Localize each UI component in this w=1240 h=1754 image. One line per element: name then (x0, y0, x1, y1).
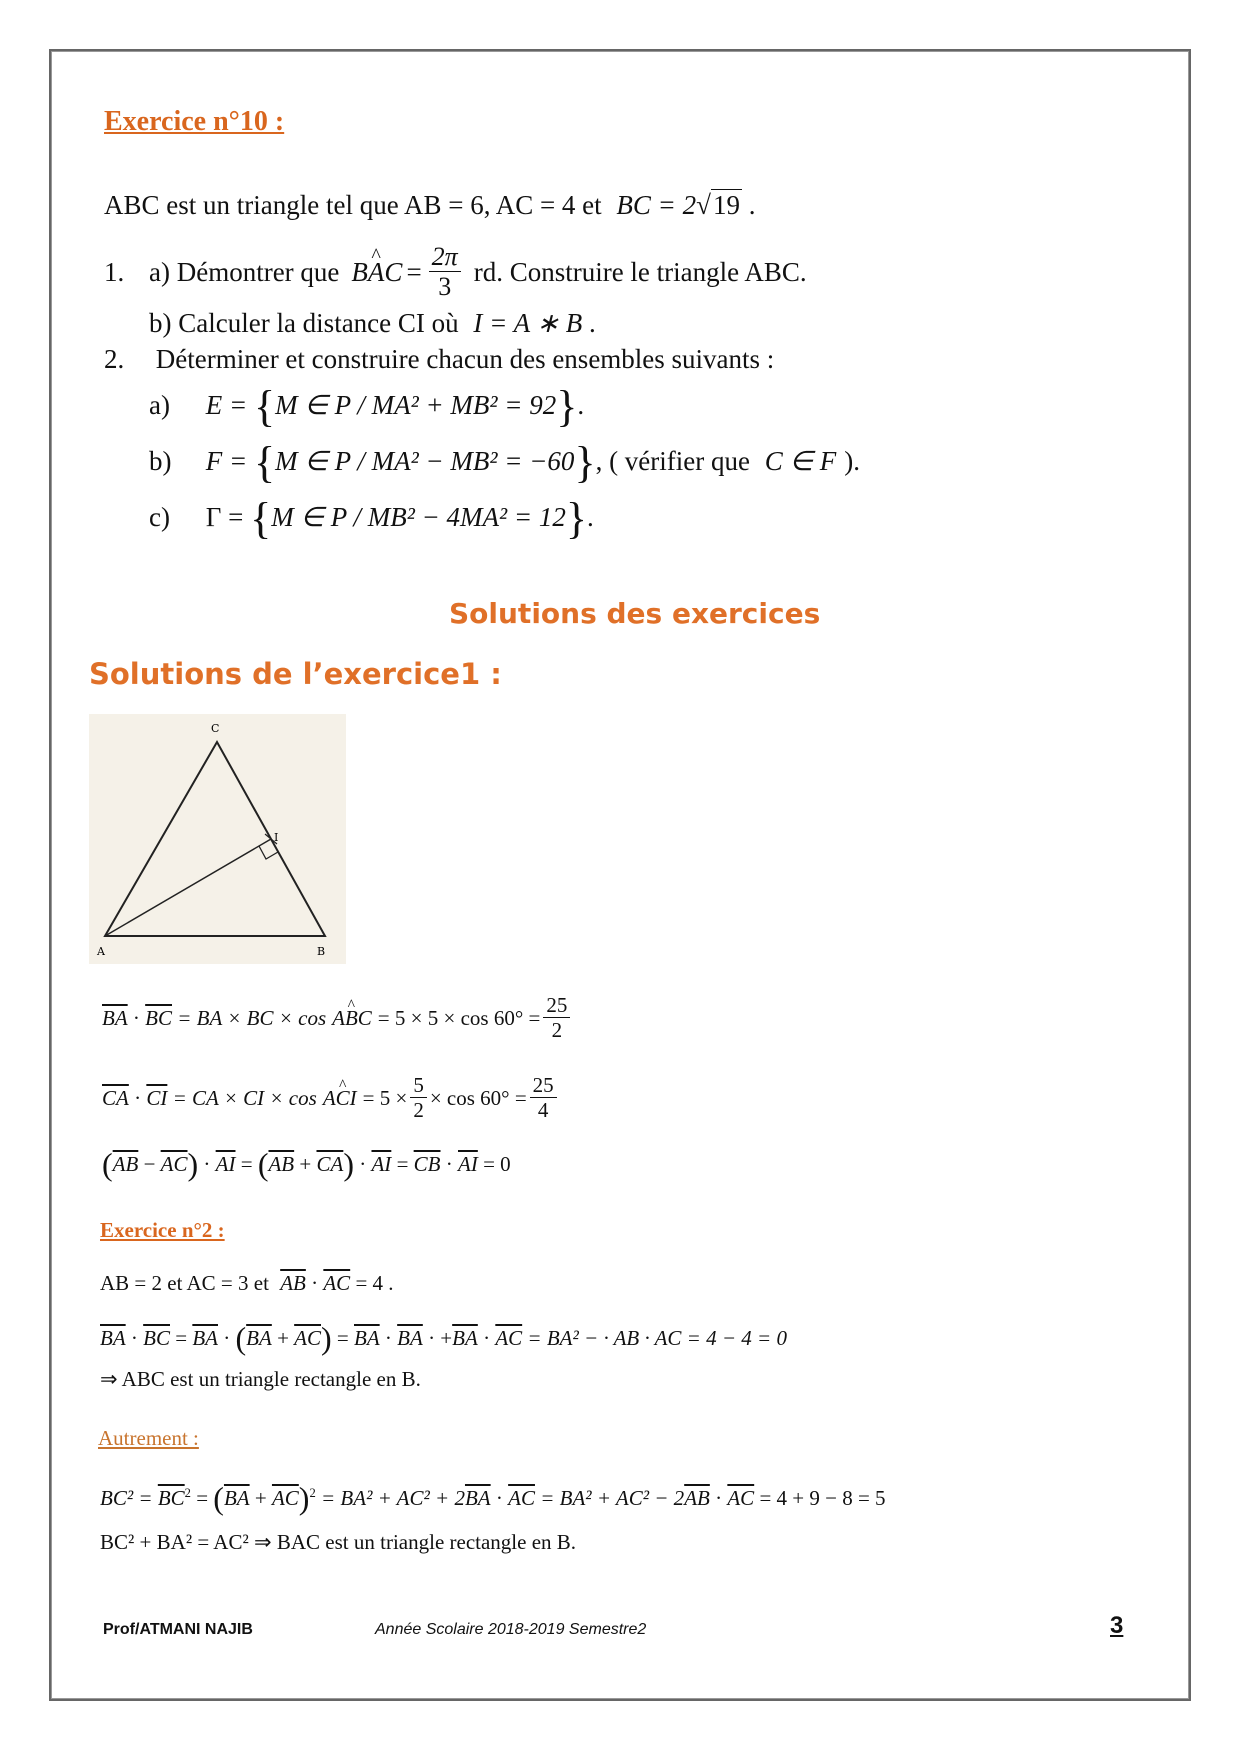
q2b-set: F = (205, 446, 254, 476)
sol1-eq2-num: 25 (530, 1075, 557, 1098)
ex2-given-text: AB = 2 et AC = 3 et (100, 1271, 269, 1295)
q2b-check-pre: , ( vérifier que (595, 446, 750, 476)
q2a-body: M ∈ P / MA² + MB² = 92 (275, 390, 557, 420)
sol1-eq2-den: 4 (537, 1098, 549, 1122)
sol1-eq1-right: = 5 × 5 × cos 60° = (377, 1005, 541, 1030)
sol1-eq2-left: = CA × CI × cos (172, 1085, 317, 1110)
sol1-eq1-den: 2 (551, 1018, 563, 1042)
median-ai (105, 839, 271, 936)
ex2-eq2-end: = 4 + 9 − 8 = 5 (759, 1486, 886, 1510)
sol1-eq2-fnum: 5 (410, 1075, 427, 1098)
q2b-label: b) (149, 446, 172, 476)
q2c-label: c) (149, 502, 170, 532)
q2b-check-math: C ∈ F (764, 446, 837, 476)
q2b-check-post: ). (844, 446, 861, 476)
sol1-eq1-left: = BA × BC × cos (177, 1005, 327, 1030)
sol1-eq2-right: × cos 60° = (429, 1085, 527, 1110)
ex2-given-end: = 4 . (355, 1271, 394, 1295)
label-c: C (211, 722, 220, 735)
footer-author: Prof/ATMANI NAJIB (103, 1621, 253, 1638)
q2c-set: Γ = (205, 502, 251, 532)
solutions-exercise1-heading: Solutions de l’exercice1 : (89, 657, 502, 691)
sol1-eq2-mid: = 5 × (362, 1085, 408, 1110)
q2c-body: M ∈ P / MB² − 4MA² = 12 (271, 502, 566, 532)
solutions-heading: Solutions des exercices (449, 597, 821, 630)
question-1a: 1. a) Démontrer que B^ AC = $\frac{2\pi}{3}$ rd. Construire le triangle ABC. (104, 236, 807, 308)
question-2c: c) Γ = {M ∈ P / MB² − 4MA² = 12}. (149, 494, 594, 543)
sol1-eq3-end: = 0 (483, 1152, 511, 1176)
q2b-body: M ∈ P / MA² − MB² = −60 (275, 446, 575, 476)
sol1-equation-2: $\overline{CA}$ · $\overline{CI}$ = CA × CI × cos A^ CI = 5 × $\frac{5}{2}$ × cos 60° = $\frac{25}{4}$ (102, 1070, 560, 1126)
intro-text: ABC est un triangle tel que AB = 6, AC = 4 et (104, 190, 602, 220)
label-b: B (317, 945, 326, 958)
question-2b: b) F = {M ∈ P / MA² − MB² = −60}, ( vérifier que C ∈ F ). (149, 438, 861, 487)
exercise2-title: Exercice n°2 : (100, 1218, 225, 1242)
question-2 (104, 344, 774, 375)
sol1-equation-3: $(\overline{AB} - \overline{AC}) \cdot \overline{AI} = (\overline{AB} + \overline{CA}) \cdot \overline{AI} = \overline{CB} \cdot \overline{AI} = 0$ (102, 1146, 511, 1182)
q1a-frac-den: 3 (438, 272, 452, 301)
ex2-eq2-mid1: = BA² + AC² + 2 (321, 1486, 465, 1510)
exercise2-conclusion: ⇒ ABC est un triangle rectangle en B. (100, 1367, 421, 1391)
ex2-eq2-mid2: = BA² + AC² − 2 (540, 1486, 685, 1510)
ex2-eq2-left: BC² = (100, 1486, 153, 1510)
q2a-label: a) (149, 390, 170, 420)
triangle-figure (89, 714, 346, 964)
sol1-eq1-num: 25 (543, 995, 570, 1018)
exercise10-title: Exercice n°10 : (104, 106, 285, 137)
question-2a: a) E = {M ∈ P / MA² + MB² = 92}. (149, 382, 585, 431)
intro-bc-root: 19 (712, 190, 740, 220)
intro-bc: BC = 2 (616, 190, 697, 220)
triangle-abc (105, 742, 325, 936)
ex2-eq1-end: = BA² − · AB · AC = 4 − 4 = 0 (527, 1326, 787, 1350)
exercise2-alt-title: Autrement : (98, 1426, 199, 1450)
page-number: 3 (1110, 1612, 1124, 1639)
exercise2-equation-2: $BC^2 = \overline{BC}^2 = (\overline{BA} + \overline{AC})^2 = BA^2 + AC^2 + 2\overline{BA} \cdot \overline{AC} = BA^2 + AC^2 - 2\overline{AB} \cdot \overline{AC} = 4 + 9 - 8 = 5$ (100, 1480, 886, 1516)
sol1-eq2-fden: 2 (413, 1098, 424, 1122)
exercise2-conclusion-2: BC² + BA² = AC² ⇒ BAC est un triangle rectangle en B. (100, 1530, 577, 1554)
footer-year: Année Scolaire 2018-2019 Semestre2 (375, 1621, 647, 1638)
q1b-text: b) Calculer la distance CI où (149, 308, 459, 338)
triangle-svg (89, 714, 346, 964)
q2-text: Déterminer et construire chacun des ensembles suivants : (155, 344, 775, 374)
q2a-set: E = (205, 390, 254, 420)
q1a-frac-num: 2π (429, 244, 461, 272)
label-a: A (97, 945, 105, 958)
exercise2-equation-1: $\overline{BA} \cdot \overline{BC} = \overline{BA} \cdot (\overline{BA} + \overline{AC}) = \overline{BA} \cdot \overline{BA} \cdot +\overline{BA} \cdot \overline{AC} = BA^2$ − · AB · AC = 4 − 4 = 0 (100, 1320, 787, 1356)
exercise2-given: AB = 2 et AC = 3 et $\overline{AB} \cdot \overline{AC} = 4$ . (100, 1271, 394, 1295)
q2-number: 2. (104, 344, 125, 374)
question-1b: b) Calculer la distance CI où I = A ∗ B . (149, 308, 596, 338)
q1a-text: a) Démontrer que (149, 256, 340, 287)
q1b-math: I = A ∗ B (473, 308, 583, 338)
q1a-post: rd. Construire le triangle ABC. (473, 256, 807, 287)
label-i: I (274, 831, 279, 844)
exercise10-intro: ABC est un triangle tel que AB = 6, AC = 4 et BC = 2√19 . (104, 190, 756, 220)
q1-number: 1. (104, 256, 125, 287)
sol1-equation-1: $\overline{BA}$ · $\overline{BC}$ = BA × BC × cos A^ BC = 5 × 5 × cos 60° = $\frac{25}{2}$ (102, 990, 573, 1046)
